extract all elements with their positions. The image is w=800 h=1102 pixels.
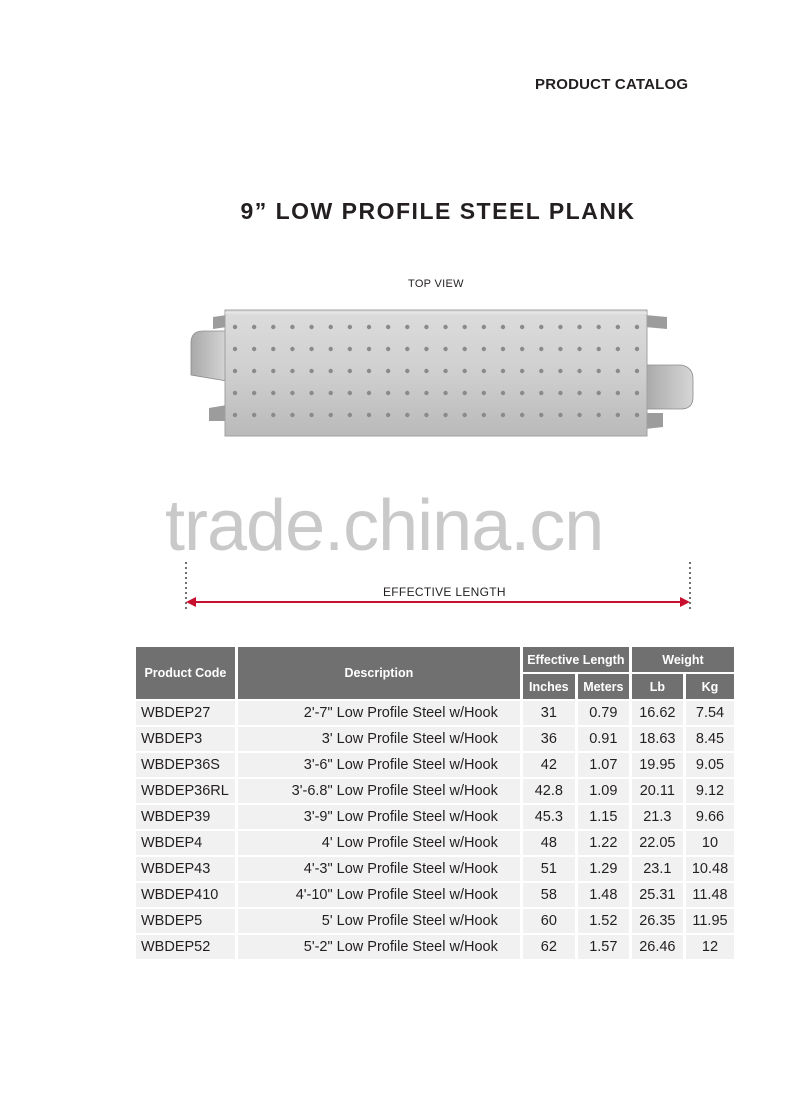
perforation-hole (539, 325, 543, 329)
table-row (136, 701, 734, 725)
perforation-hole (635, 347, 639, 351)
cell-lb: 22.05 (632, 831, 683, 855)
cell-kg: 9.12 (686, 779, 734, 803)
cell-inches: 51 (523, 857, 575, 881)
header-effective-length: Effective Length (523, 647, 629, 672)
cell-meters: 1.57 (578, 935, 629, 959)
perforation-hole (329, 325, 333, 329)
perforation-hole (271, 347, 275, 351)
cell-meters: 1.52 (578, 909, 629, 933)
perforation-hole (597, 369, 601, 373)
header-description: Description (238, 647, 520, 699)
perforation-hole (616, 369, 620, 373)
perforation-hole (271, 413, 275, 417)
right-hook (645, 365, 693, 409)
perforation-hole (367, 391, 371, 395)
perforation-hole (252, 413, 256, 417)
right-bottom-tab (645, 413, 663, 429)
left-hook (191, 331, 227, 381)
right-arrowhead (680, 597, 690, 607)
perforation-hole (290, 347, 294, 351)
cell-description: 4'-3" Low Profile Steel w/Hook (238, 857, 520, 881)
perforation-hole (597, 391, 601, 395)
cell-product-code: WBDEP4 (136, 831, 235, 855)
cell-meters: 0.91 (578, 727, 629, 751)
cell-lb: 23.1 (632, 857, 683, 881)
cell-product-code: WBDEP52 (136, 935, 235, 959)
cell-lb: 18.63 (632, 727, 683, 751)
perforation-hole (329, 369, 333, 373)
perforation-hole (558, 325, 562, 329)
perforation-hole (386, 369, 390, 373)
perforation-hole (252, 347, 256, 351)
perforation-hole (405, 413, 409, 417)
perforation-hole (577, 369, 581, 373)
header-weight: Weight (632, 647, 734, 672)
cell-inches: 60 (523, 909, 575, 933)
perforation-hole (290, 369, 294, 373)
cell-lb: 16.62 (632, 701, 683, 725)
perforation-hole (501, 347, 505, 351)
perforation-hole (329, 347, 333, 351)
perforation-hole (463, 413, 467, 417)
cell-inches: 42.8 (523, 779, 575, 803)
cell-product-code: WBDEP5 (136, 909, 235, 933)
perforation-hole (290, 391, 294, 395)
table-row (136, 857, 734, 881)
right-top-tab (645, 315, 667, 329)
perforation-hole (309, 369, 313, 373)
perforation-hole (367, 369, 371, 373)
cell-inches: 58 (523, 883, 575, 907)
perforation-hole (443, 391, 447, 395)
perforation-hole (635, 369, 639, 373)
cell-lb: 25.31 (632, 883, 683, 907)
table-row (136, 805, 734, 829)
perforation-hole (577, 347, 581, 351)
perforation-hole (577, 413, 581, 417)
cell-meters: 0.79 (578, 701, 629, 725)
cell-kg: 9.66 (686, 805, 734, 829)
perforation-hole (482, 413, 486, 417)
perforation-hole (539, 347, 543, 351)
cell-product-code: WBDEP410 (136, 883, 235, 907)
perforation-hole (635, 413, 639, 417)
cell-product-code: WBDEP3 (136, 727, 235, 751)
perforation-hole (309, 413, 313, 417)
header-lb: Lb (632, 674, 683, 699)
plank-body (225, 310, 647, 436)
cell-inches: 36 (523, 727, 575, 751)
cell-lb: 19.95 (632, 753, 683, 777)
perforation-hole (309, 325, 313, 329)
cell-description: 2'-7" Low Profile Steel w/Hook (238, 701, 520, 725)
perforation-hole (597, 413, 601, 417)
perforation-hole (539, 369, 543, 373)
perforation-hole (539, 391, 543, 395)
perforation-hole (558, 369, 562, 373)
left-bottom-tab (209, 405, 227, 421)
perforation-hole (405, 325, 409, 329)
perforation-hole (367, 413, 371, 417)
perforation-hole (520, 347, 524, 351)
perforation-hole (616, 347, 620, 351)
perforation-hole (520, 413, 524, 417)
cell-lb: 20.11 (632, 779, 683, 803)
perforation-hole (616, 391, 620, 395)
perforation-hole (424, 413, 428, 417)
perforation-hole (577, 325, 581, 329)
header-meters: Meters (578, 674, 629, 699)
perforation-hole (482, 347, 486, 351)
catalog-label: PRODUCT CATALOG (535, 76, 689, 93)
perforation-hole (520, 325, 524, 329)
cell-inches: 31 (523, 701, 575, 725)
perforation-hole (443, 413, 447, 417)
table-row (136, 727, 734, 751)
cell-kg: 10 (686, 831, 734, 855)
perforation-hole (290, 325, 294, 329)
perforation-hole (252, 369, 256, 373)
perforation-hole (348, 391, 352, 395)
cell-lb: 26.46 (632, 935, 683, 959)
perforation-hole (558, 347, 562, 351)
perforation-hole (348, 347, 352, 351)
cell-description: 4'-10" Low Profile Steel w/Hook (238, 883, 520, 907)
cell-kg: 10.48 (686, 857, 734, 881)
perforation-hole (558, 391, 562, 395)
perforation-hole (635, 391, 639, 395)
table-row (136, 909, 734, 933)
cell-inches: 42 (523, 753, 575, 777)
cell-inches: 62 (523, 935, 575, 959)
cell-kg: 8.45 (686, 727, 734, 751)
perforation-hole (424, 347, 428, 351)
perforation-hole (443, 347, 447, 351)
perforation-hole (482, 325, 486, 329)
cell-kg: 11.48 (686, 883, 734, 907)
page-title: 9” LOW PROFILE STEEL PLANK (240, 198, 636, 224)
perforation-hole (233, 347, 237, 351)
perforation-hole (233, 325, 237, 329)
perforation-hole (597, 325, 601, 329)
perforation-hole (558, 413, 562, 417)
perforation-hole (309, 391, 313, 395)
perforation-hole (424, 369, 428, 373)
cell-product-code: WBDEP27 (136, 701, 235, 725)
perforation-hole (252, 391, 256, 395)
perforation-hole (482, 369, 486, 373)
perforation-hole (309, 347, 313, 351)
perforation-hole (405, 347, 409, 351)
cell-meters: 1.15 (578, 805, 629, 829)
perforation-hole (405, 391, 409, 395)
cell-description: 5' Low Profile Steel w/Hook (238, 909, 520, 933)
header-kg: Kg (686, 674, 734, 699)
perforation-hole (463, 391, 467, 395)
cell-lb: 21.3 (632, 805, 683, 829)
perforation-hole (635, 325, 639, 329)
perforation-hole (463, 369, 467, 373)
cell-inches: 48 (523, 831, 575, 855)
watermark-text: trade.china.cn (165, 486, 604, 566)
cell-product-code: WBDEP43 (136, 857, 235, 881)
perforation-hole (386, 347, 390, 351)
plank-drawing (185, 305, 705, 440)
cell-product-code: WBDEP36RL (136, 779, 235, 803)
header-inches: Inches (523, 674, 575, 699)
table-body (136, 701, 734, 959)
perforation-hole (520, 391, 524, 395)
perforation-hole (233, 391, 237, 395)
perforation-hole (482, 391, 486, 395)
perforation-hole (443, 369, 447, 373)
cell-meters: 1.09 (578, 779, 629, 803)
cell-description: 3'-6" Low Profile Steel w/Hook (238, 753, 520, 777)
perforation-hole (329, 413, 333, 417)
perforation-hole (539, 413, 543, 417)
perforation-hole (405, 369, 409, 373)
header-product-code: Product Code (136, 647, 235, 699)
perforation-hole (501, 391, 505, 395)
cell-description: 3' Low Profile Steel w/Hook (238, 727, 520, 751)
perforation-hole (367, 347, 371, 351)
cell-inches: 45.3 (523, 805, 575, 829)
cell-description: 3'-6.8" Low Profile Steel w/Hook (238, 779, 520, 803)
cell-product-code: WBDEP36S (136, 753, 235, 777)
perforation-hole (348, 369, 352, 373)
cell-meters: 1.48 (578, 883, 629, 907)
perforation-hole (424, 325, 428, 329)
perforation-hole (520, 369, 524, 373)
perforation-hole (271, 369, 275, 373)
cell-product-code: WBDEP39 (136, 805, 235, 829)
table-row (136, 831, 734, 855)
cell-lb: 26.35 (632, 909, 683, 933)
perforation-hole (463, 325, 467, 329)
perforation-hole (616, 413, 620, 417)
perforation-hole (348, 413, 352, 417)
perforation-hole (367, 325, 371, 329)
effective-length-label: EFFECTIVE LENGTH (383, 585, 506, 599)
cell-kg: 11.95 (686, 909, 734, 933)
perforation-hole (329, 391, 333, 395)
cell-kg: 7.54 (686, 701, 734, 725)
table-row (136, 935, 734, 959)
cell-description: 5'-2" Low Profile Steel w/Hook (238, 935, 520, 959)
perforation-hole (271, 391, 275, 395)
cell-meters: 1.07 (578, 753, 629, 777)
top-view-label: TOP VIEW (408, 278, 464, 290)
perforation-hole (233, 369, 237, 373)
perforation-hole (597, 347, 601, 351)
left-arrowhead (186, 597, 196, 607)
perforation-hole (252, 325, 256, 329)
perforation-hole (386, 413, 390, 417)
perforation-hole (386, 325, 390, 329)
perforation-hole (233, 413, 237, 417)
perforation-hole (348, 325, 352, 329)
perforation-hole (616, 325, 620, 329)
perforation-hole (577, 391, 581, 395)
cell-description: 4' Low Profile Steel w/Hook (238, 831, 520, 855)
perforation-hole (271, 325, 275, 329)
perforation-hole (290, 413, 294, 417)
perforation-hole (463, 347, 467, 351)
perforation-hole (386, 391, 390, 395)
perforation-hole (501, 325, 505, 329)
specification-table (133, 645, 737, 961)
perforation-hole (501, 369, 505, 373)
perforation-hole (501, 413, 505, 417)
plank-top-view-illustration (185, 305, 705, 440)
table-row (136, 883, 734, 907)
cell-kg: 9.05 (686, 753, 734, 777)
cell-description: 3'-9" Low Profile Steel w/Hook (238, 805, 520, 829)
cell-meters: 1.22 (578, 831, 629, 855)
perforation-hole (424, 391, 428, 395)
table-row (136, 779, 734, 803)
cell-kg: 12 (686, 935, 734, 959)
perforation-hole (443, 325, 447, 329)
cell-meters: 1.29 (578, 857, 629, 881)
table-row (136, 753, 734, 777)
